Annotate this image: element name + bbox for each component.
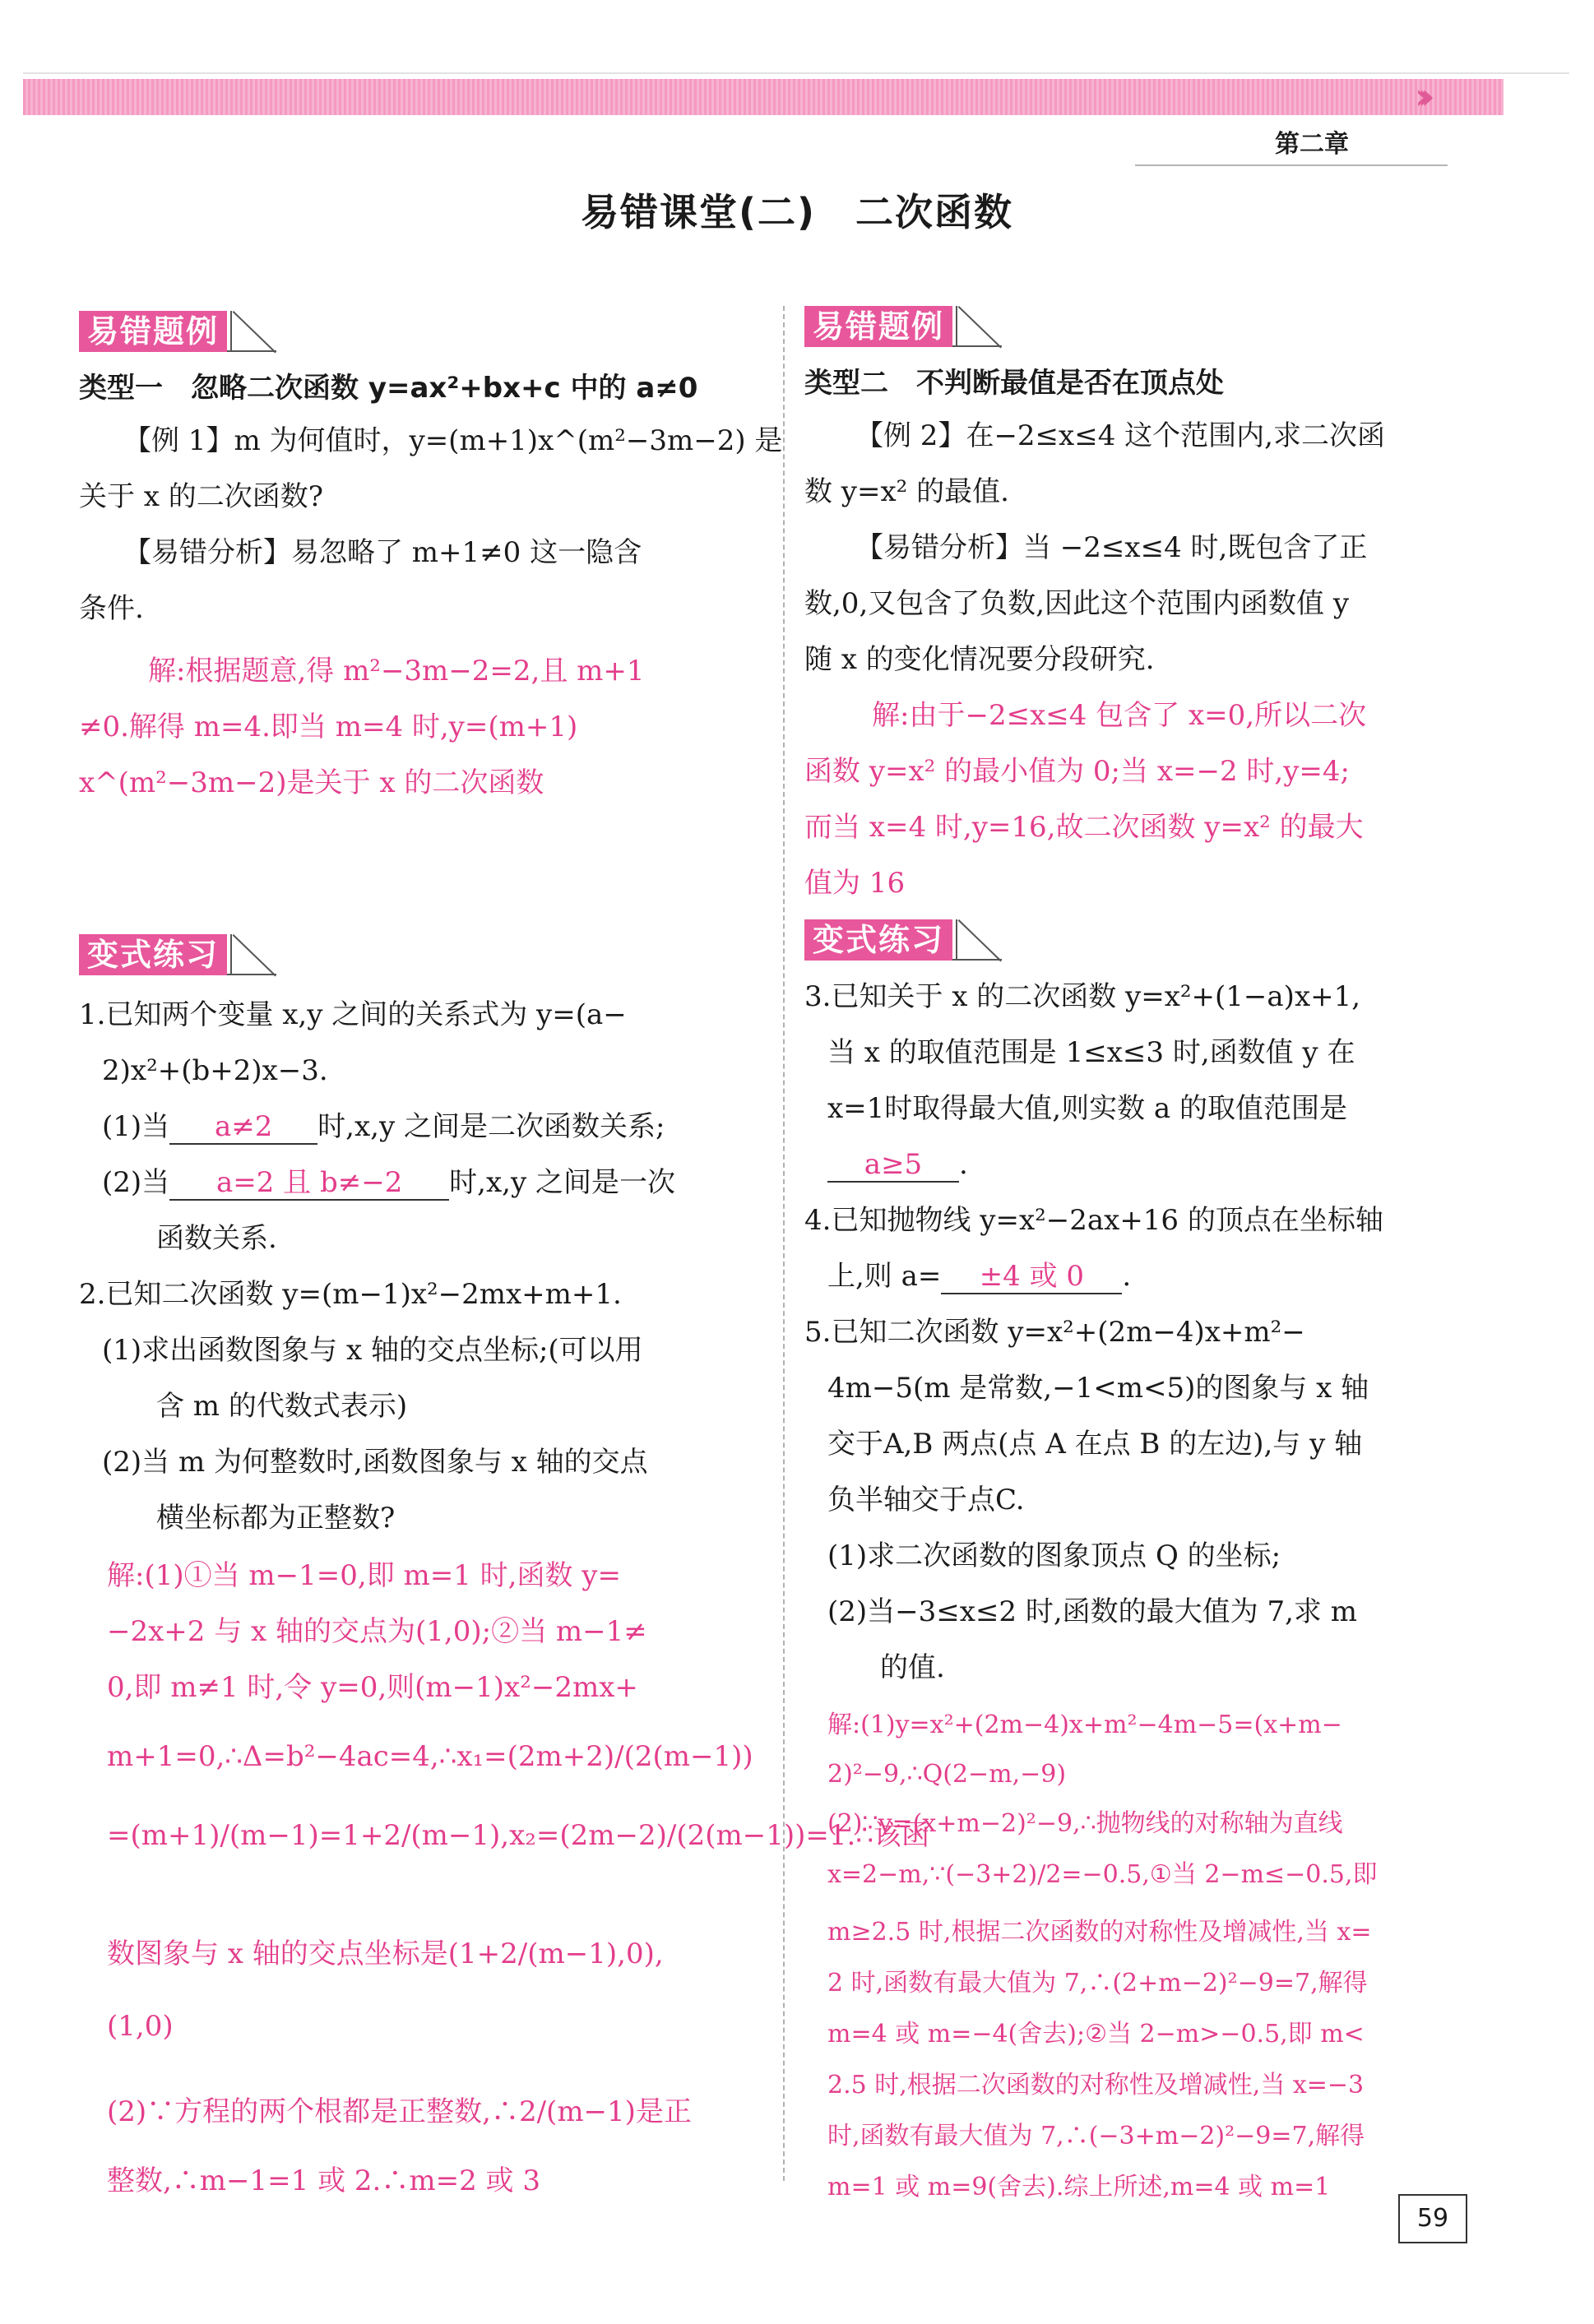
question-4-answer: 上,则 a= ±4 或 0 .: [827, 1260, 1132, 1293]
header-rule: [23, 72, 1569, 74]
question-5-line: (2)当−3≤x≤2 时,函数的最大值为 7,求 m: [827, 1595, 1357, 1628]
question-5-line: (1)求二次函数的图象顶点 Q 的坐标;: [827, 1539, 1281, 1572]
analysis-2-line: 【易错分析】当 −2≤x≤4 时,既包含了正: [855, 531, 1368, 564]
solution-5-line: 解:(1)y=x²+(2m−4)x+m²−4m−5=(x+m−: [827, 1711, 1342, 1739]
section-tag-practice-right: [804, 919, 1002, 961]
column-divider: [783, 306, 785, 2181]
solution-2-line: m+1=0,∴Δ=b²−4ac=4,∴x₁=(2m+2)/(2(m−1)): [107, 1740, 753, 1773]
question-1b: (2)当 a=2 且 b≠−2 时,x,y 之间是一次: [102, 1166, 675, 1199]
page-title: 易错课堂(二) 二次函数: [580, 190, 1014, 234]
solution-ex2-line: 而当 x=4 时,y=16,故二次函数 y=x² 的最大: [804, 811, 1364, 844]
question-1a: (1)当 a≠2 时,x,y 之间是二次函数关系;: [102, 1110, 665, 1143]
solution-5-line: m≥2.5 时,根据二次函数的对称性及增减性,当 x=: [827, 1918, 1372, 1947]
solution-2-line: (1,0): [107, 2010, 174, 2043]
analysis-1-line: 【易错分析】易忽略了 m+1≠0 这一隐含: [123, 536, 642, 569]
solution-2-line: 数图象与 x 轴的交点坐标是(1+2/(m−1),0),: [107, 1937, 664, 1970]
solution-2-line: 整数,∴m−1=1 或 2.∴m=2 或 3: [107, 2164, 540, 2197]
tag-label: 易错题例: [79, 311, 227, 352]
question-2-line: (2)当 m 为何整数时,函数图象与 x 轴的交点: [102, 1446, 648, 1479]
answer-blank-3: a≥5: [827, 1148, 959, 1183]
solution-5-line: x=2−m,∵(−3+2)/2=−0.5,①当 2−m≤−0.5,即: [827, 1860, 1378, 1889]
question-1-line: 1.已知两个变量 x,y 之间的关系式为 y=(a−: [79, 998, 627, 1031]
solution-2-line: 解:(1)①当 m−1=0,即 m=1 时,函数 y=: [107, 1559, 621, 1592]
solution-2-line: (2)∵方程的两个根都是正整数,∴2/(m−1)是正: [107, 2095, 692, 2128]
question-5-line: 的值.: [880, 1651, 945, 1684]
solution-1-line: ≠0.解得 m=4.即当 m=4 时,y=(m+1): [79, 711, 578, 743]
section-tag-errors-right: [804, 306, 1002, 347]
solution-5-line: 时,函数有最大值为 7,∴(−3+m−2)²−9=7,解得: [827, 2122, 1365, 2150]
analysis-2-line: 数,0,又包含了负数,因此这个范围内函数值 y: [804, 587, 1350, 620]
solution-ex2-line: 函数 y=x² 的最小值为 0;当 x=−2 时,y=4;: [804, 755, 1350, 788]
chapter-underline: [1135, 164, 1448, 166]
tag-decoration: [952, 919, 1002, 961]
solution-ex2-line: 值为 16: [804, 867, 906, 900]
question-3-answer: a≥5 .: [827, 1148, 968, 1183]
tag-label: 变式练习: [804, 919, 952, 961]
example-2-line: 【例 2】在−2≤x≤4 这个范围内,求二次函: [855, 419, 1385, 452]
solution-2-line: −2x+2 与 x 轴的交点为(1,0);②当 m−1≠: [107, 1615, 647, 1648]
question-2-line: 横坐标都为正整数?: [156, 1502, 396, 1535]
analysis-2-line: 随 x 的变化情况要分段研究.: [804, 643, 1155, 676]
type-one-heading: 类型一 忽略二次函数 y=ax²+bx+c 中的 a≠0: [79, 372, 698, 405]
answer-blank-4: ±4 或 0: [941, 1260, 1122, 1294]
question-2-line: 含 m 的代数式表示): [156, 1390, 408, 1423]
solution-5-line: 2 时,函数有最大值为 7,∴(2+m−2)²−9=7,解得: [827, 1969, 1368, 1998]
solution-5-line: m=4 或 m=−4(舍去);②当 2−m>−0.5,即 m<: [827, 2020, 1365, 2049]
example-1-line: 关于 x 的二次函数?: [79, 480, 324, 513]
section-tag-practice-left: [79, 934, 276, 975]
solution-2-line: 0,即 m≠1 时,令 y=0,则(m−1)x²−2mx+: [107, 1671, 638, 1704]
question-2-line: (1)求出函数图象与 x 轴的交点坐标;(可以用: [102, 1334, 643, 1367]
question-5-line: 4m−5(m 是常数,−1<m<5)的图象与 x 轴: [827, 1372, 1369, 1405]
question-3-line: x=1时取得最大值,则实数 a 的取值范围是: [827, 1092, 1347, 1125]
solution-ex2-line: 解:由于−2≤x≤4 包含了 x=0,所以二次: [872, 699, 1367, 732]
question-5-line: 负半轴交于点C.: [827, 1484, 1025, 1516]
section-tag-errors-left: [79, 311, 276, 352]
answer-blank-1a: a≠2: [169, 1110, 317, 1145]
solution-5-line: m=1 或 m=9(舍去).综上所述,m=4 或 m=1: [827, 2173, 1331, 2201]
answer-blank-1b: a=2 且 b≠−2: [169, 1166, 449, 1201]
solution-1-line: x^(m²−3m−2)是关于 x 的二次函数: [79, 766, 544, 799]
page-number: 59: [1398, 2194, 1467, 2243]
question-3-line: 3.已知关于 x 的二次函数 y=x²+(1−a)x+1,: [804, 980, 1361, 1013]
solution-5-line: (2)∵y=(x+m−2)²−9,∴抛物线的对称轴为直线: [827, 1809, 1343, 1838]
question-2-line: 2.已知二次函数 y=(m−1)x²−2mx+m+1.: [79, 1278, 622, 1311]
question-4-line: 4.已知抛物线 y=x²−2ax+16 的顶点在坐标轴: [804, 1204, 1383, 1237]
type-two-heading: 类型二 不判断最值是否在顶点处: [804, 367, 1224, 400]
question-1-line: 2)x²+(b+2)x−3.: [102, 1054, 328, 1087]
header-band: [23, 79, 1504, 115]
question-5-line: 交于A,B 两点(点 A 在点 B 的左边),与 y 轴: [827, 1428, 1363, 1461]
example-2-line: 数 y=x² 的最值.: [804, 475, 1009, 508]
solution-5-line: 2.5 时,根据二次函数的对称性及增减性,当 x=−3: [827, 2071, 1365, 2099]
chevron-icon: ›››: [1415, 76, 1424, 118]
solution-2-line: =(m+1)/(m−1)=1+2/(m−1),x₂=(2m−2)/(2(m−1))=1.∴该函: [107, 1819, 929, 1852]
tag-decoration: [952, 306, 1002, 347]
solution-1-line: 解:根据题意,得 m²−3m−2=2,且 m+1: [148, 655, 645, 687]
solution-5-line: 2)²−9,∴Q(2−m,−9): [827, 1760, 1067, 1789]
question-3-line: 当 x 的取值范围是 1≤x≤3 时,函数值 y 在: [827, 1036, 1355, 1069]
question-1b-cont: 函数关系.: [156, 1222, 277, 1255]
question-5-line: 5.已知二次函数 y=x²+(2m−4)x+m²−: [804, 1316, 1305, 1349]
chapter-label: 第二章: [1275, 130, 1349, 159]
analysis-1-line: 条件.: [79, 592, 144, 625]
tag-decoration: [227, 311, 276, 352]
tag-label: 变式练习: [79, 934, 227, 975]
tag-label: 易错题例: [804, 306, 952, 347]
tag-decoration: [227, 934, 276, 975]
example-1-line: 【例 1】m 为何值时，y=(m+1)x^(m²−3m−2) 是: [123, 424, 783, 457]
